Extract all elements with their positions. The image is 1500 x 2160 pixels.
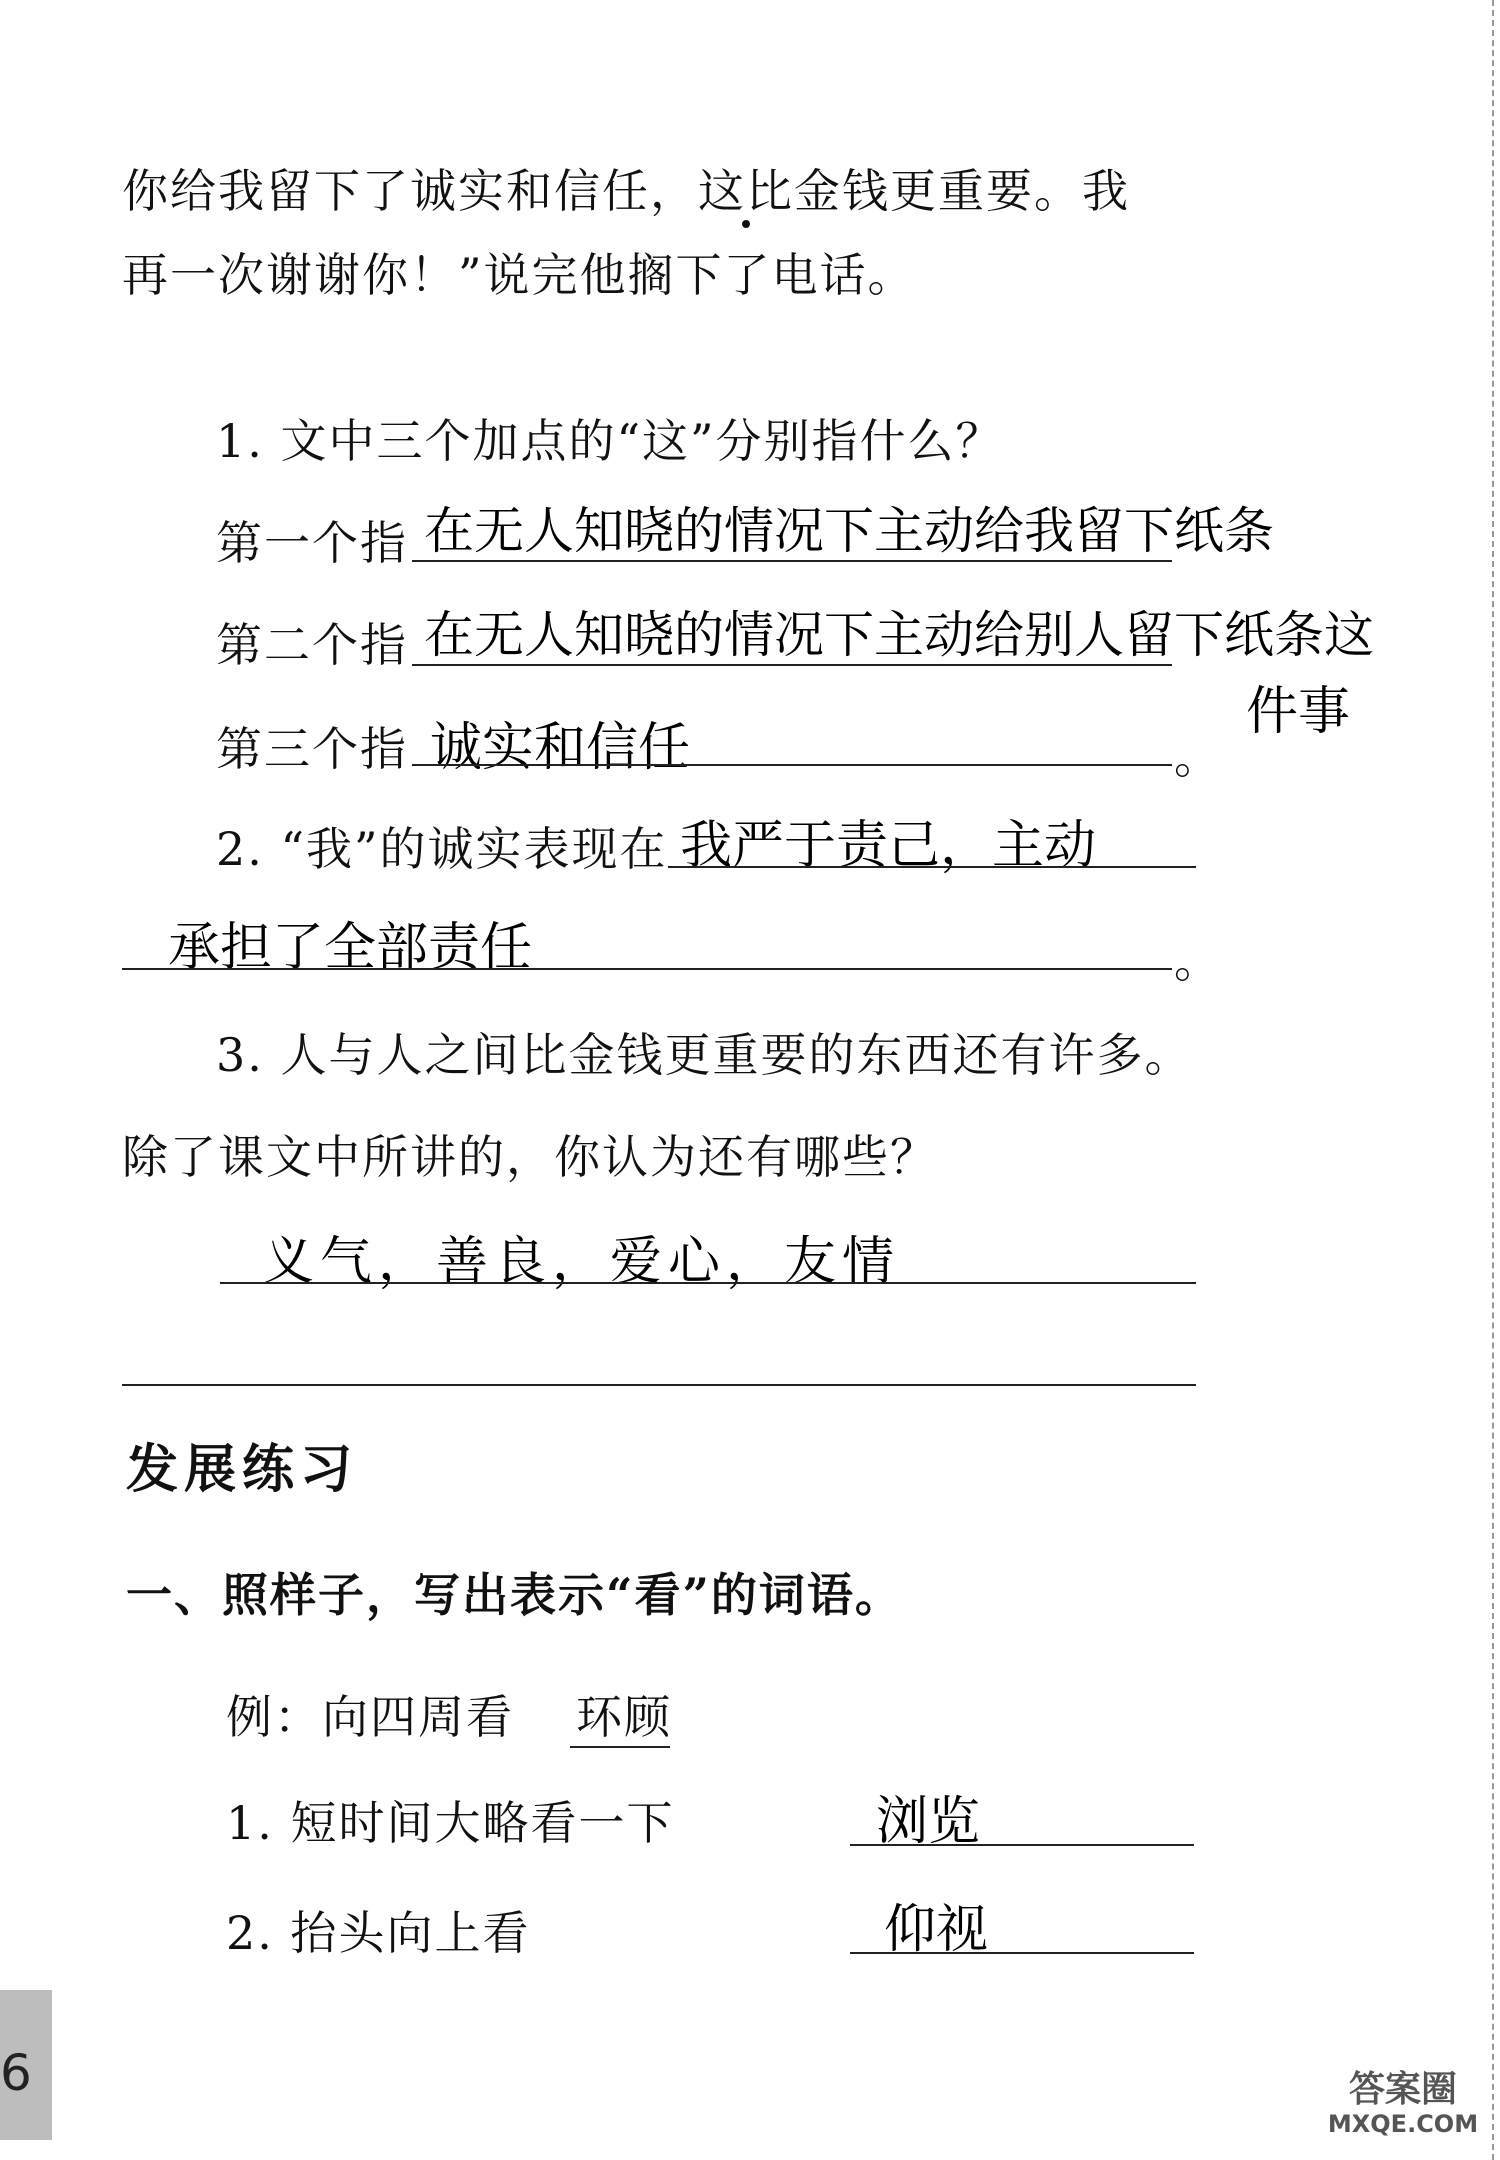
q1-second-answer-line: [412, 664, 1172, 666]
q1-first-answer-line: [412, 560, 1172, 562]
q3-answer-line-1: [220, 1282, 1196, 1284]
q3-answer-line-2: [122, 1384, 1196, 1386]
q1-second-answer-b[interactable]: 件事: [1246, 682, 1351, 742]
q2-answer-b[interactable]: 承担了全部责任: [168, 918, 533, 978]
q3-prompt-line-2: 除了课文中所讲的，你认为还有哪些？: [122, 1130, 938, 1184]
watermark-logo: [1318, 2070, 1488, 2138]
q2-answer-line-a: [668, 866, 1196, 868]
q1-third-answer-line: [412, 764, 1172, 766]
section-task: 一、照样子，写出表示“看”的词语。: [126, 1568, 903, 1622]
q1-first-label: 第一个指: [216, 516, 408, 570]
q1-third-answer[interactable]: 诚实和信任: [430, 718, 691, 778]
section-title: 发展练习: [126, 1439, 359, 1500]
q2-prompt: 2. “我”的诚实表现在: [216, 822, 668, 876]
watermark-text: 答案圈: [1348, 2069, 1457, 2110]
passage-line-2: 再一次谢谢你！”说完他搁下了电话。: [122, 248, 916, 302]
q1-second-answer-a[interactable]: 在无人知晓的情况下主动给别人留下纸条这: [424, 606, 1374, 664]
emphasis-dot: [742, 220, 750, 228]
q2-end: 。: [1174, 934, 1222, 988]
passage-line-1: 你给我留下了诚实和信任，这比金钱更重要。我: [122, 164, 1130, 218]
q1-prompt: 1. 文中三个加点的“这”分别指什么？: [216, 414, 1004, 468]
example-label: 例：向四周看: [226, 1690, 514, 1744]
item2-answer-line: [850, 1952, 1194, 1954]
page-number-tab: [0, 1990, 52, 2140]
item2-label: 2. 抬头向上看: [226, 1906, 531, 1960]
q3-prompt-line-1: 3. 人与人之间比金钱更重要的东西还有许多。: [216, 1028, 1193, 1082]
q2-answer-a[interactable]: 我严于责己，主动: [680, 816, 1097, 876]
q1-first-answer[interactable]: 在无人知晓的情况下主动给我留下纸条: [424, 502, 1274, 560]
example-answer-line: [570, 1746, 670, 1748]
item1-label: 1. 短时间大略看一下: [226, 1796, 675, 1850]
page-edge-mark: [1492, 0, 1494, 2160]
item2-answer[interactable]: 仰视: [884, 1900, 989, 1960]
watermark-url: MXQE.COM: [1327, 2109, 1479, 2138]
q3-answer[interactable]: 义气，善良，爱心，友情: [262, 1232, 901, 1292]
example-answer: 环顾: [576, 1690, 672, 1744]
q2-answer-line-b: [122, 968, 1172, 970]
item1-answer[interactable]: 浏览: [876, 1792, 981, 1852]
page-number: 6: [0, 2044, 32, 2102]
q1-third-label: 第三个指: [216, 722, 408, 776]
q1-second-label: 第二个指: [216, 618, 408, 672]
item1-answer-line: [850, 1844, 1194, 1846]
q1-third-end: 。: [1174, 730, 1222, 784]
